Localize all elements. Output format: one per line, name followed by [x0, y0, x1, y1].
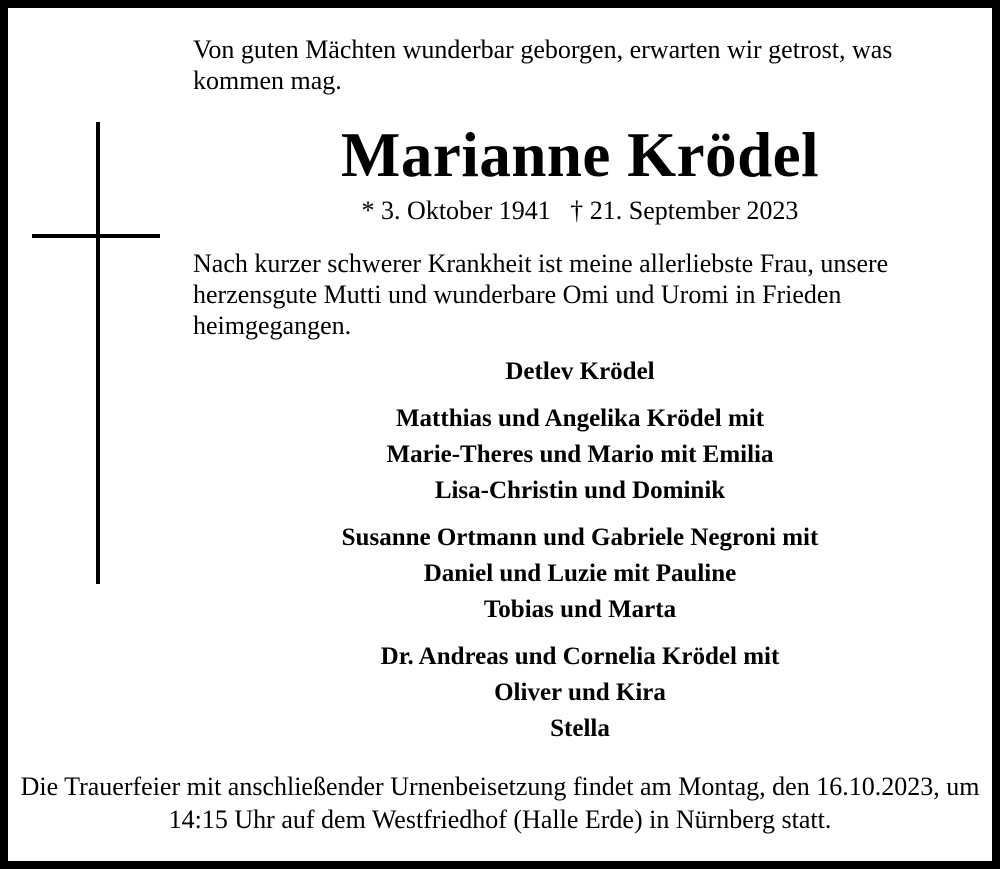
mourner-line: Detlev Krödel — [505, 358, 655, 385]
motto: Von guten Mächten wunderbar geborgen, erwarten wir getrost, was kommen mag. — [193, 35, 893, 95]
life-dates — [160, 194, 1000, 228]
mourners-list — [160, 354, 1000, 758]
mourner-line: Marie-Theres und Mario mit Emilia — [386, 441, 774, 468]
mourner-line: Oliver und Kira — [494, 679, 666, 706]
mourner-line: Daniel und Luzie mit Pauline — [423, 560, 737, 587]
mourner-group — [160, 520, 1000, 628]
mourner-line: Stella — [550, 715, 610, 742]
birth-date: * 3. Oktober 1941 — [361, 196, 551, 225]
cross-icon-horizontal-bar — [32, 234, 160, 238]
mourner-line: Lisa-Christin und Dominik — [434, 477, 726, 504]
death-date: † 21. September 2023 — [570, 196, 799, 225]
deceased-name: Marianne Krödel — [340, 120, 820, 190]
mourner-group — [160, 401, 1000, 509]
mourner-line: Matthias und Angelika Krödel mit — [395, 405, 765, 432]
mourner-line: Susanne Ortmann und Gabriele Negroni mit — [341, 524, 819, 551]
cross-icon-vertical-bar — [96, 122, 100, 584]
announcement-text: Nach kurzer schwerer Krankheit ist meine allerliebste Frau, unsere herzensgute Mutti und wunderbare Omi und Uromi in Frieden heimgegangen. — [193, 249, 889, 340]
mourner-line: Dr. Andreas und Cornelia Krödel mit — [380, 643, 780, 670]
mourner-line: Tobias und Marta — [483, 596, 677, 623]
funeral-service-info: Die Trauerfeier mit anschließender Urnenbeisetzung findet am Montag, den 16.10.2023, um 14:15 Uhr auf dem Westfriedhof (Halle Erde) in Nürnberg statt. — [20, 772, 980, 834]
mourner-group — [160, 639, 1000, 747]
mourner-group — [160, 354, 1000, 390]
